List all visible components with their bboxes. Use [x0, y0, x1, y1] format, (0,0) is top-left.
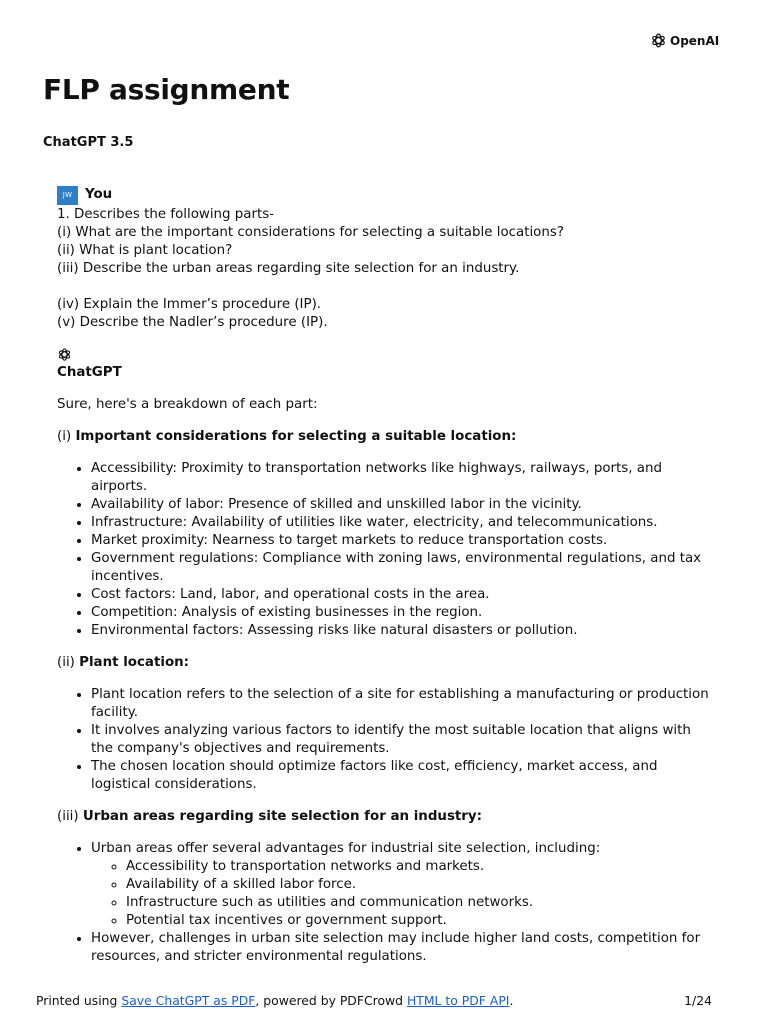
list-item: • Cost factors: Land, labor, and operational costs in the area. — [91, 586, 717, 604]
user-avatar: JW — [57, 186, 78, 205]
list-item: • Government regulations: Compliance with zoning laws, environmental regulations, and tax incentives. — [91, 550, 717, 586]
section-heading-iii — [57, 808, 717, 826]
assistant-message — [57, 346, 717, 966]
list-item: • Environmental factors: Assessing risks like natural disasters or pollution. — [91, 622, 717, 640]
footer-credit — [36, 993, 513, 1008]
footer-powered-by: , powered by PDFCrowd — [255, 993, 407, 1008]
section-title: Plant location: — [79, 655, 190, 670]
page-number: 1/24 — [684, 993, 712, 1008]
blank-line — [57, 278, 717, 296]
list-item: • Infrastructure: Availability of utilities like water, electricity, and telecommunications. — [91, 514, 717, 532]
list-item — [91, 840, 717, 930]
user-author: You — [85, 187, 113, 202]
assistant-logo — [57, 346, 717, 362]
section-title: Urban areas regarding site selection for an industry: — [82, 809, 482, 824]
question-line: (i) What are the important considerations for selecting a suitable locations? — [57, 225, 564, 240]
considerations-list — [57, 460, 717, 640]
section-prefix: (ii) — [57, 655, 80, 670]
html-to-pdf-api-link[interactable]: HTML to PDF API — [406, 993, 510, 1008]
chatgpt-logo-icon — [57, 347, 72, 362]
assistant-author: ChatGPT — [57, 365, 122, 380]
section-title: Important considerations for selecting a suitable location: — [75, 429, 517, 444]
brand-name: OpenAI — [670, 33, 720, 48]
question-line: (iii) Describe the urban areas regarding site selection for an industry. — [57, 261, 520, 276]
openai-logo-icon — [650, 32, 667, 49]
openai-brand — [650, 32, 719, 49]
footer-printed-using: Printed using — [36, 993, 122, 1008]
assistant-intro: Sure, here's a breakdown of each part: — [57, 397, 318, 412]
footer-period: . — [509, 993, 514, 1008]
question-line: (iv) Explain the Immer’s procedure (IP). — [57, 297, 322, 312]
section-prefix: (i) — [57, 429, 76, 444]
sub-list-item: ◦ Accessibility to transportation networks and markets. — [126, 858, 717, 876]
list-item: • Market proximity: Nearness to target markets to reduce transportation costs. — [91, 532, 717, 550]
urban-advantages-sublist — [91, 858, 717, 930]
conversation — [57, 185, 717, 966]
user-header — [57, 185, 717, 205]
list-item: • The chosen location should optimize factors like cost, efficiency, market access, and logistical considerations. — [91, 758, 717, 794]
document-title: FLP assignment — [43, 73, 290, 106]
plant-location-list — [57, 686, 717, 794]
model-label: ChatGPT 3.5 — [43, 135, 134, 150]
list-item: • Accessibility: Proximity to transportation networks like highways, railways, ports, and airports. — [91, 460, 717, 496]
list-item: • It involves analyzing various factors to identify the most suitable location that aligns with the company's objectives and requirements. — [91, 722, 717, 758]
sub-list-item: ◦ Availability of a skilled labor force. — [126, 876, 717, 894]
sub-list-item: ◦ Infrastructure such as utilities and communication networks. — [126, 894, 717, 912]
urban-areas-list — [57, 840, 717, 966]
question-line: (v) Describe the Nadler’s procedure (IP). — [57, 315, 328, 330]
list-item-text: Urban areas offer several advantages for industrial site selection, including: — [91, 841, 601, 856]
section-heading-i — [57, 428, 717, 446]
save-chatgpt-pdf-link[interactable]: Save ChatGPT as PDF — [121, 993, 256, 1008]
list-item: • However, challenges in urban site selection may include higher land costs, competition for resources, and stricter environmental regulations. — [91, 930, 717, 966]
list-item: • Competition: Analysis of existing businesses in the region. — [91, 604, 717, 622]
section-prefix: (iii) — [57, 809, 83, 824]
section-heading-ii — [57, 654, 717, 672]
user-message — [57, 185, 717, 332]
question-line: (ii) What is plant location? — [57, 243, 233, 258]
question-line: 1. Describes the following parts- — [57, 207, 275, 222]
list-item: • Plant location refers to the selection of a site for establishing a manufacturing or production facility. — [91, 686, 717, 722]
page-footer — [36, 993, 712, 1008]
list-item: • Availability of labor: Presence of skilled and unskilled labor in the vicinity. — [91, 496, 717, 514]
sub-list-item: ◦ Potential tax incentives or government support. — [126, 912, 717, 930]
